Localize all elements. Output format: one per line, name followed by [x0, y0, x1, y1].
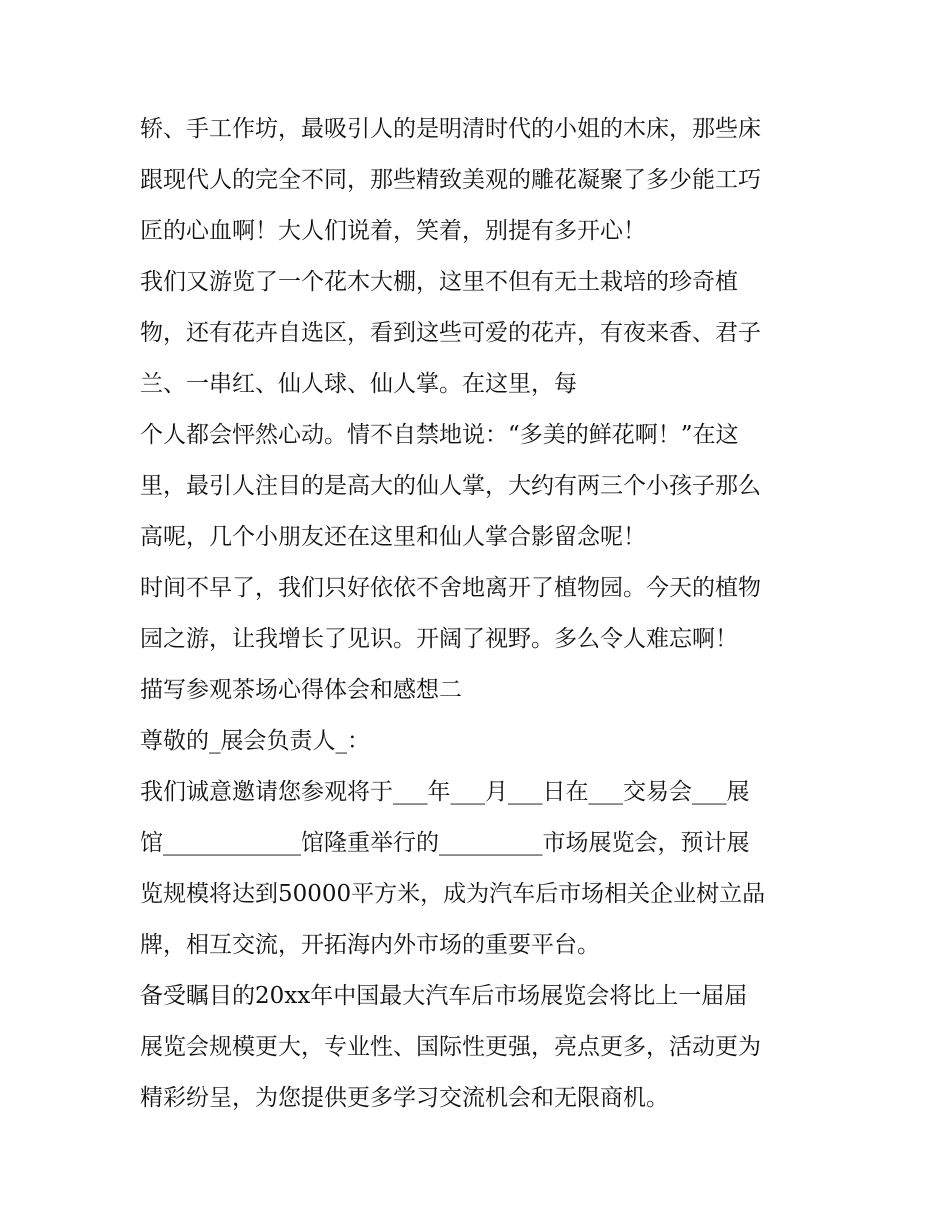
section-heading: 描写参观茶场心得体会和感想二 [140, 677, 462, 703]
text-line: 我们诚意邀请您参观将于___年___月___日在___交易会___展 [140, 779, 750, 805]
text-line: 时间不早了，我们只好依依不舍地离开了植物园。今天的植物 [140, 575, 761, 601]
text-line: 精彩纷呈，为您提供更多学习交流机会和无限商机。 [140, 1085, 669, 1111]
text-line: 园之游，让我增长了见识。开阔了视野。多么令人难忘啊！ [140, 626, 738, 652]
text-line: 备受瞩目的20xx年中国最大汽车后市场展览会将比上一届届 [140, 983, 748, 1009]
text-line: 高呢，几个小朋友还在这里和仙人掌合影留念呢！ [140, 524, 646, 550]
document-body [140, 104, 820, 1124]
text-line: 展览会规模更大，专业性、国际性更强，亮点更多，活动更为 [140, 1034, 761, 1060]
text-line: 跟现代人的完全不同，那些精致美观的雕花凝聚了多少能工巧 [140, 167, 761, 193]
text-line: 我们又游览了一个花木大棚，这里不但有无土栽培的珍奇植 [140, 269, 738, 295]
text-line: 兰、一串红、仙人球、仙人掌。在这里，每 [140, 371, 577, 397]
text-line: 匠的心血啊！大人们说着，笑着，别提有多开心！ [140, 218, 646, 244]
text-line: 牌，相互交流，开拓海内外市场的重要平台。 [140, 932, 600, 958]
text-line: 览规模将达到50000平方米，成为汽车后市场相关企业树立品 [140, 881, 766, 907]
text-line: 物，还有花卉自选区，看到这些可爱的花卉，有夜来香、君子 [140, 320, 761, 346]
text-line: 馆____________馆隆重举行的_________市场展览会，预计展 [140, 830, 750, 856]
salutation: 尊敬的_展会负责人_： [140, 728, 370, 754]
text-line: 里，最引人注目的是高大的仙人掌，大约有两三个小孩子那么 [140, 473, 761, 499]
text-line: 轿、手工作坊，最吸引人的是明清时代的小姐的木床，那些床 [140, 116, 761, 142]
text-line: 个人都会怦然心动。情不自禁地说：“多美的鲜花啊！”在这 [140, 422, 739, 448]
